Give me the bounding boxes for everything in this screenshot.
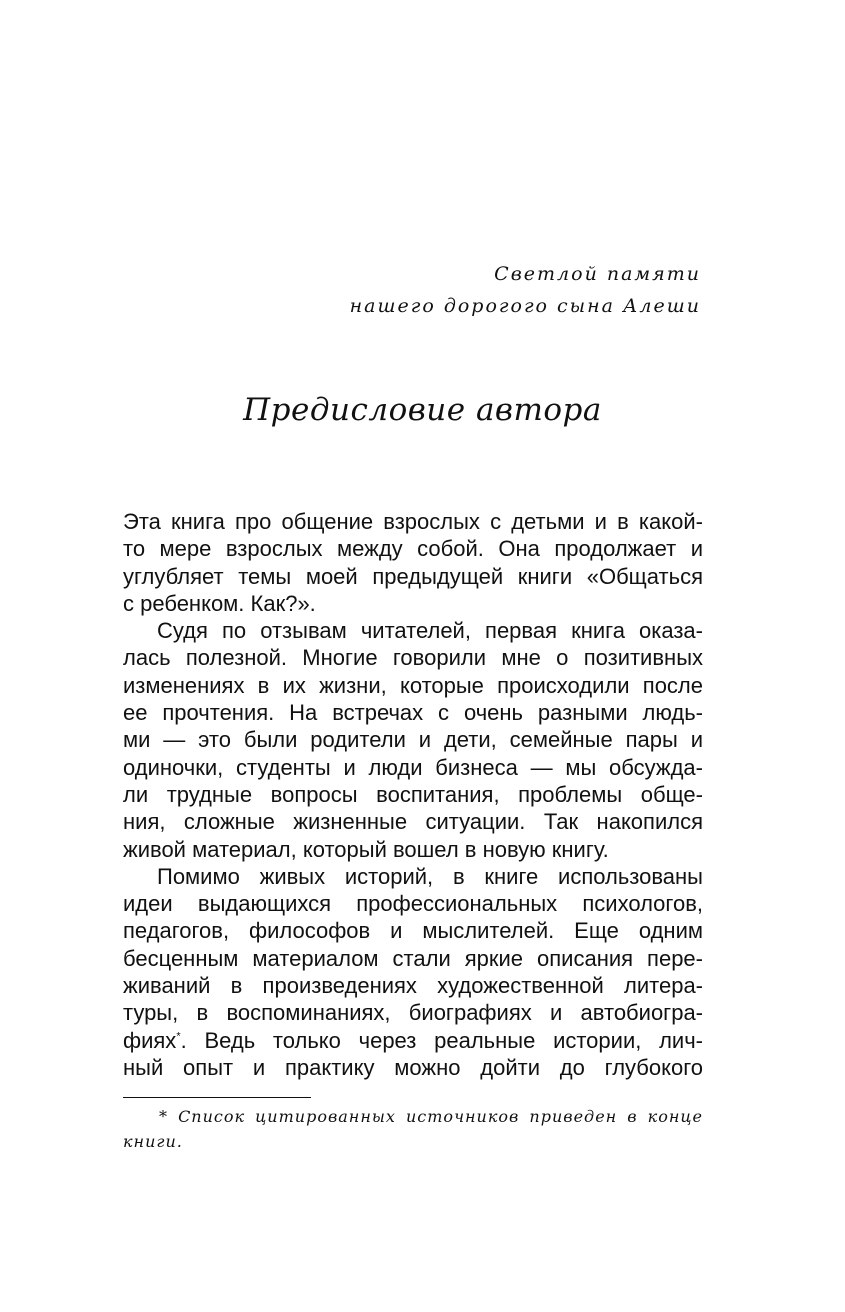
text-line: ми — это были родители и дети, семейные пары и <box>123 727 703 753</box>
body-text <box>123 508 703 1081</box>
text-line: бесценным материалом стали яркие описания пере- <box>123 945 703 971</box>
text-line: Помимо живых историй, в книге использованы <box>157 863 703 889</box>
footnote-divider <box>123 1097 311 1098</box>
text-line: Эта книга про общение взрослых с детьми и в какой- <box>123 509 703 534</box>
text-line: углубляет темы моей предыдущей книги «Общаться <box>123 563 703 589</box>
text-line: ли трудные вопросы воспитания, проблемы обще- <box>123 781 703 807</box>
text-line <box>123 1027 703 1054</box>
text-line: то мере взрослых между собой. Она продолжает и <box>123 536 703 562</box>
text-line: Судя по отзывам читателей, первая книга оказа- <box>157 618 703 644</box>
dedication-line: нашего дорогого сына Алеши <box>349 295 701 317</box>
text-line: ее прочтения. На встречах с очень разными людь- <box>123 700 703 726</box>
footnote-marker: * <box>176 1030 181 1043</box>
text-fragment: фиях <box>123 1027 177 1053</box>
text-line: с ребенком. Как?». <box>123 590 316 616</box>
text-line: ный опыт и практику можно дойти до глубокого <box>123 1054 703 1080</box>
dedication-line: Светлой памяти <box>494 263 701 285</box>
text-line: живой материал, который вошел в новую книгу. <box>123 836 609 862</box>
text-line: туры, в воспоминаниях, биографиях и автобиогра- <box>123 1000 703 1026</box>
text-line: идеи выдающихся профессиональных психологов, <box>123 891 703 917</box>
text-line: лась полезной. Многие говорили мне о позитивных <box>123 645 703 671</box>
footnote-line: * Список цитированных источников приведен в конце <box>159 1107 703 1126</box>
chapter-title: Предисловие автора <box>243 392 602 428</box>
text-fragment: . Ведь только через реальные истории, лич- <box>180 1027 703 1053</box>
text-line: педагогов, философов и мыслителей. Еще одним <box>123 918 703 944</box>
dedication <box>350 258 701 322</box>
text-line: живаний в произведениях художественной литера- <box>123 973 703 999</box>
footnote <box>123 1104 703 1154</box>
text-line: одиночки, студенты и люди бизнеса — мы обсужда- <box>123 754 703 780</box>
text-line: ния, сложные жизненные ситуации. Так накопился <box>123 809 703 835</box>
text-line: изменениях в их жизни, которые происходили после <box>123 672 703 698</box>
footnote-line: книги. <box>123 1132 183 1151</box>
